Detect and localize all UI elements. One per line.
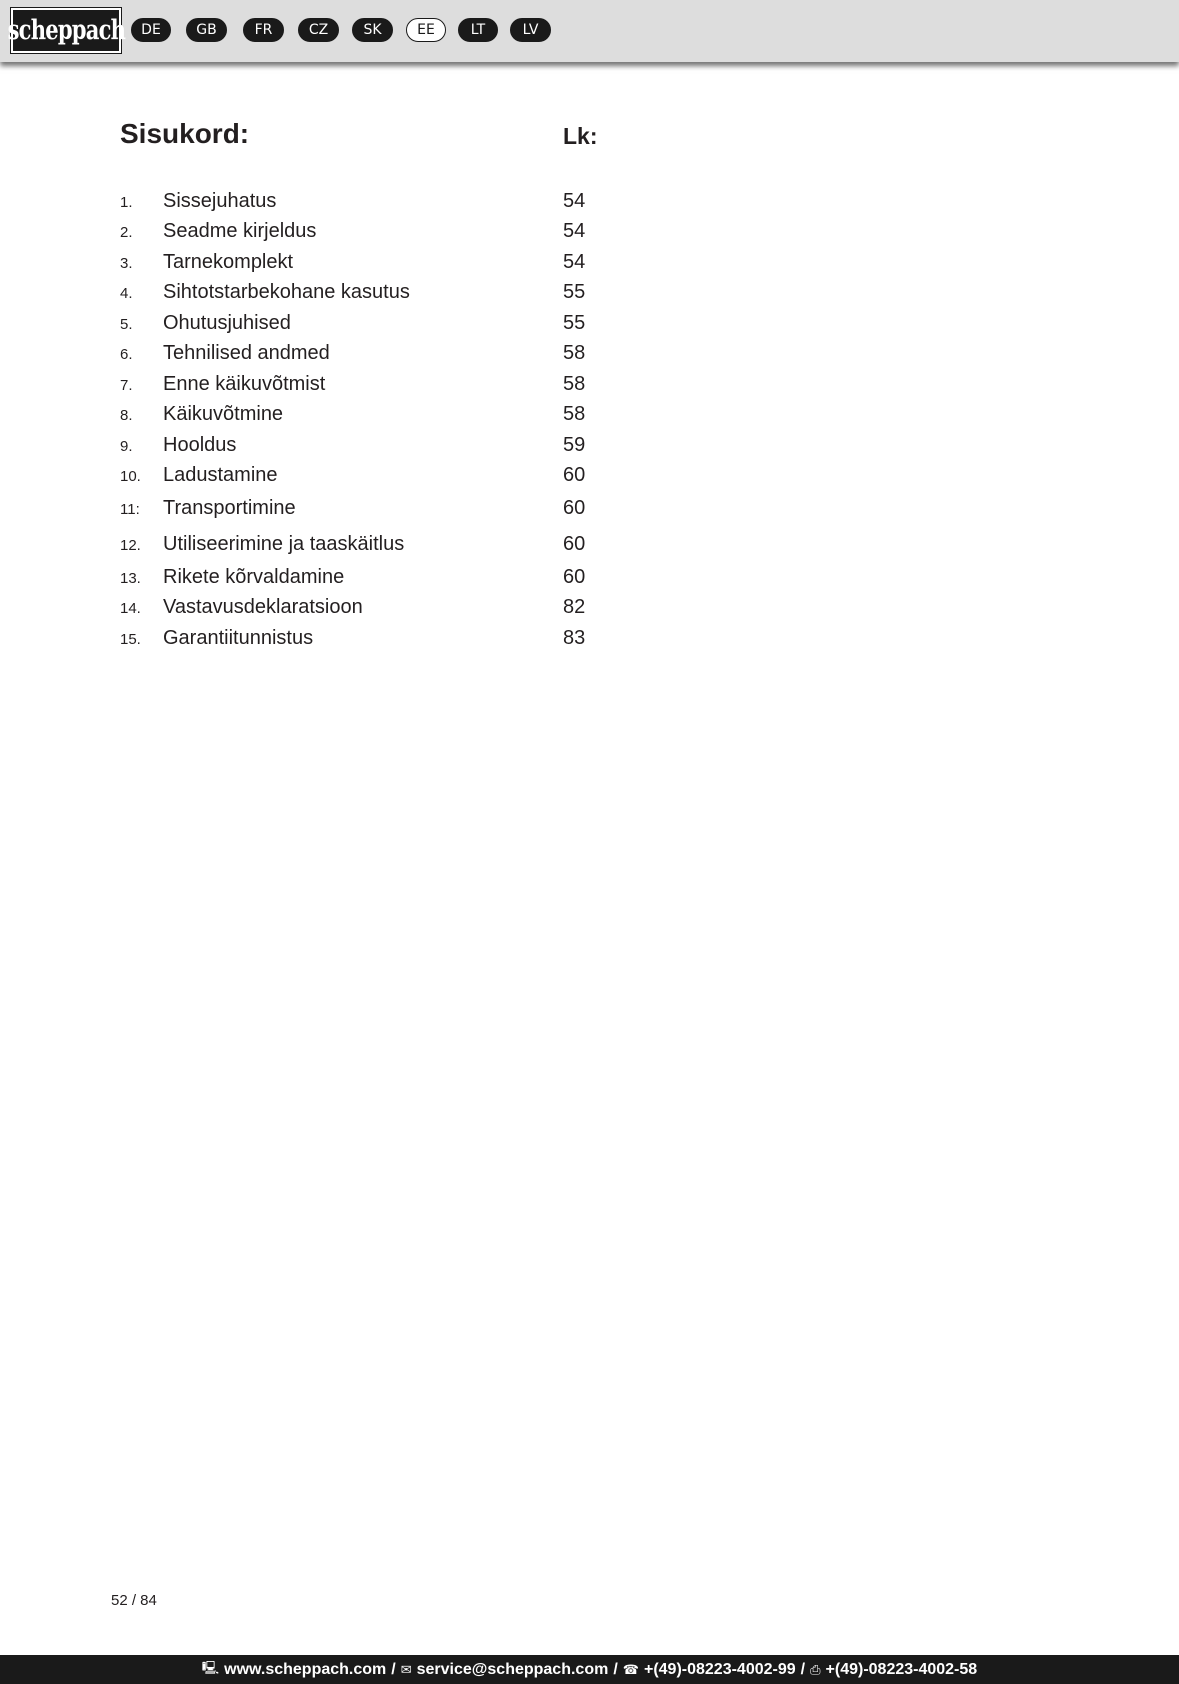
toc-item-number: 3. <box>120 255 133 272</box>
toc-item-number: 5. <box>120 316 133 333</box>
footer-email-link[interactable]: service@scheppach.com <box>416 1660 609 1678</box>
toc-item-page[interactable]: 58 <box>563 403 586 425</box>
fax-icon: ⎙ <box>810 1661 821 1677</box>
toc-item-label[interactable]: Seadme kirjeldus <box>163 220 317 242</box>
lang-tab-lt[interactable]: LT <box>458 18 498 42</box>
toc-item-number: 14. <box>120 600 141 617</box>
toc-row[interactable] <box>0 220 1179 248</box>
toc-item-label[interactable]: Enne käikuvõtmist <box>163 373 326 395</box>
toc-item-label[interactable]: Utiliseerimine ja taaskäitlus <box>163 533 405 555</box>
toc-row[interactable] <box>0 533 1179 561</box>
lang-tab-ee-active[interactable]: EE <box>406 18 446 42</box>
toc-item-page[interactable]: 55 <box>563 281 586 303</box>
footer-bar <box>0 1655 1179 1684</box>
toc-row[interactable] <box>0 373 1179 401</box>
header-bar <box>0 0 1179 62</box>
toc-item-page[interactable]: 54 <box>563 190 586 212</box>
toc-item-number: 8. <box>120 407 133 424</box>
toc-item-number: 15. <box>120 631 141 648</box>
toc-item-page[interactable]: 55 <box>563 312 586 334</box>
toc-row[interactable] <box>0 566 1179 594</box>
toc-item-number: 10. <box>120 468 141 485</box>
toc-item-number: 9. <box>120 438 133 455</box>
footer-website-link[interactable]: www.scheppach.com <box>224 1660 387 1678</box>
scheppach-logo[interactable] <box>7 8 125 53</box>
toc-row[interactable] <box>0 627 1179 655</box>
toc-row[interactable] <box>0 190 1179 218</box>
toc-row[interactable] <box>0 281 1179 309</box>
toc-item-label[interactable]: Tehnilised andmed <box>163 342 330 364</box>
footer-phone[interactable]: +(49)-08223-4002-99 <box>643 1660 796 1678</box>
toc-row[interactable] <box>0 251 1179 279</box>
toc-item-number: 11: <box>120 501 140 518</box>
toc-item-page[interactable]: 82 <box>563 596 586 618</box>
lang-tab-fr[interactable]: FR <box>243 18 284 42</box>
phone-icon: ☎ <box>622 1661 639 1677</box>
toc-row[interactable] <box>0 434 1179 462</box>
toc-item-number: 7. <box>120 377 133 394</box>
footer-separator: / <box>613 1660 618 1678</box>
toc-row[interactable] <box>0 497 1179 525</box>
toc-row[interactable] <box>0 464 1179 492</box>
toc-item-page[interactable]: 60 <box>563 566 586 588</box>
page-number: 52 / 84 <box>111 1592 157 1609</box>
toc-item-page[interactable]: 58 <box>563 342 586 364</box>
toc-item-number: 6. <box>120 346 133 363</box>
toc-item-number: 12. <box>120 537 141 554</box>
toc-row[interactable] <box>0 342 1179 370</box>
footer-separator: / <box>800 1660 806 1678</box>
toc-item-page[interactable]: 60 <box>563 533 586 555</box>
toc-item-page[interactable]: 54 <box>563 251 586 273</box>
toc-item-label[interactable]: Ohutusjuhised <box>163 312 291 334</box>
toc-item-number: 4. <box>120 285 133 302</box>
toc-item-label[interactable]: Tarnekomplekt <box>163 251 294 273</box>
computer-icon: 🖳 <box>201 1659 220 1675</box>
toc-item-page[interactable]: 54 <box>563 220 586 242</box>
toc-item-label[interactable]: Sissejuhatus <box>163 190 277 212</box>
toc-item-page[interactable]: 59 <box>563 434 586 456</box>
toc-item-page[interactable]: 83 <box>563 627 586 649</box>
lang-tab-cz[interactable]: CZ <box>298 18 339 42</box>
lang-tab-sk[interactable]: SK <box>352 18 393 42</box>
mail-icon: ✉ <box>400 1661 412 1677</box>
toc-item-label[interactable]: Transportimine <box>163 497 296 519</box>
lang-tab-de[interactable]: DE <box>131 18 171 42</box>
toc-item-label[interactable]: Vastavusdeklaratsioon <box>163 596 363 618</box>
toc-item-page[interactable]: 58 <box>563 373 586 395</box>
toc-row[interactable] <box>0 403 1179 431</box>
toc-item-label[interactable]: Hooldus <box>163 434 237 456</box>
lang-tab-lv[interactable]: LV <box>510 18 551 42</box>
toc-item-page[interactable]: 60 <box>563 464 586 486</box>
toc-item-label[interactable]: Ladustamine <box>163 464 278 486</box>
logo-text: scheppach <box>7 15 125 46</box>
toc-item-page[interactable]: 60 <box>563 497 586 519</box>
toc-item-number: 13. <box>120 570 141 587</box>
lang-tab-gb[interactable]: GB <box>186 18 227 42</box>
toc-row[interactable] <box>0 312 1179 340</box>
toc-title: Sisukord: <box>120 118 250 149</box>
toc-item-label[interactable]: Garantiitunnistus <box>163 627 314 649</box>
toc-item-label[interactable]: Käikuvõtmine <box>163 403 284 425</box>
toc-item-label[interactable]: Sihtotstarbekohane kasutus <box>163 281 410 303</box>
footer-fax: +(49)-08223-4002-58 <box>825 1660 978 1678</box>
toc-item-label[interactable]: Rikete kõrvaldamine <box>163 566 345 588</box>
footer-separator: / <box>391 1660 396 1678</box>
toc-row[interactable] <box>0 596 1179 624</box>
toc-page-heading: Lk: <box>563 123 598 149</box>
toc-item-number: 1. <box>120 194 133 211</box>
toc-item-number: 2. <box>120 224 133 241</box>
